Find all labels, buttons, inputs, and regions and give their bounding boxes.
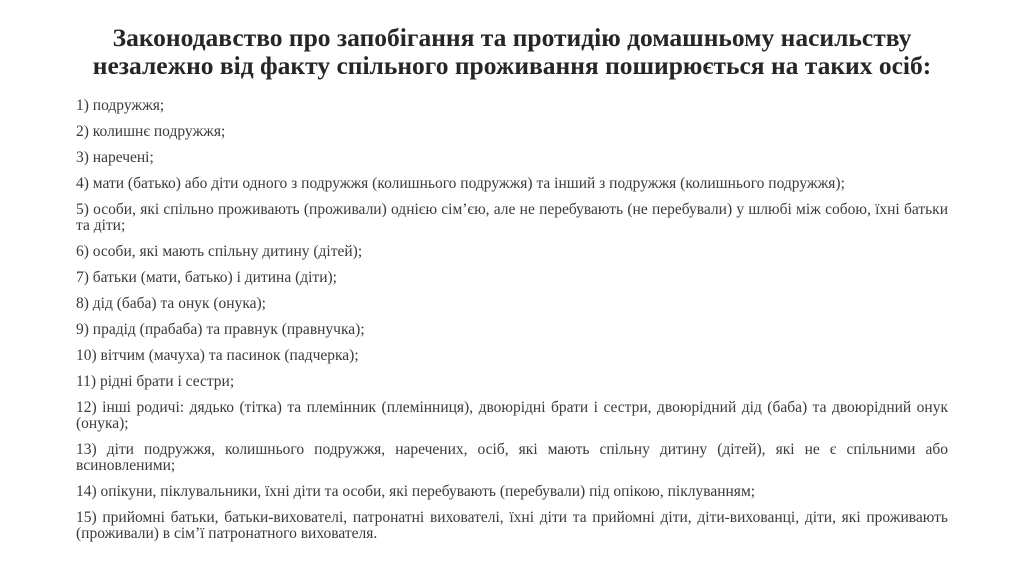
list-item: 12) інші родичі: дядько (тітка) та племінник (племінниця), двоюрідні брати і сестри, двоюрідний дід (баба) та двоюрідний онук (онука); xyxy=(76,399,948,432)
list-item: 14) опікуни, піклувальники, їхні діти та особи, які перебувають (перебували) під опікою, піклуванням; xyxy=(76,483,756,500)
slide-title xyxy=(76,24,948,80)
list-item: 3) наречені; xyxy=(76,149,154,166)
list-item: 4) мати (батько) або діти одного з подружжя (колишнього подружжя) та інший з подружжя (колишнього подружжя); xyxy=(76,175,845,192)
list-item: 13) діти подружжя, колишнього подружжя, наречених, осіб, які мають спільну дитину (дітей), які не є спільними або всиновленими; xyxy=(76,441,948,474)
person-list xyxy=(76,98,948,542)
slide-title-line-2: незалежно від факту спільного проживання поширюється на таких осіб: xyxy=(92,51,932,80)
list-item: 6) особи, які мають спільну дитину (дітей); xyxy=(76,243,363,260)
list-item: 5) особи, які спільно проживають (проживали) однією сім’єю, але не перебувають (не перебували) у шлюбі між собою, їхні батьки та діти; xyxy=(76,201,948,234)
list-item: 11) рідні брати і сестри; xyxy=(76,373,235,390)
slide-title-line-1: Законодавство про запобігання та протидію домашньому насильству xyxy=(112,23,912,52)
list-item: 15) прийомні батьки, батьки-вихователі, патронатні вихователі, їхні діти та прийомні діти, діти-вихованці, діти, які проживають (проживали) в сім’ї патронатного вихователя. xyxy=(76,509,948,542)
list-item: 10) вітчим (мачуха) та пасинок (падчерка); xyxy=(76,347,359,364)
list-item: 9) прадід (прабаба) та правнук (правнучка); xyxy=(76,321,365,338)
list-item: 2) колишнє подружжя; xyxy=(76,123,226,140)
list-item: 1) подружжя; xyxy=(76,97,165,114)
list-item: 8) дід (баба) та онук (онука); xyxy=(76,295,266,312)
list-item: 7) батьки (мати, батько) і дитина (діти); xyxy=(76,269,337,286)
